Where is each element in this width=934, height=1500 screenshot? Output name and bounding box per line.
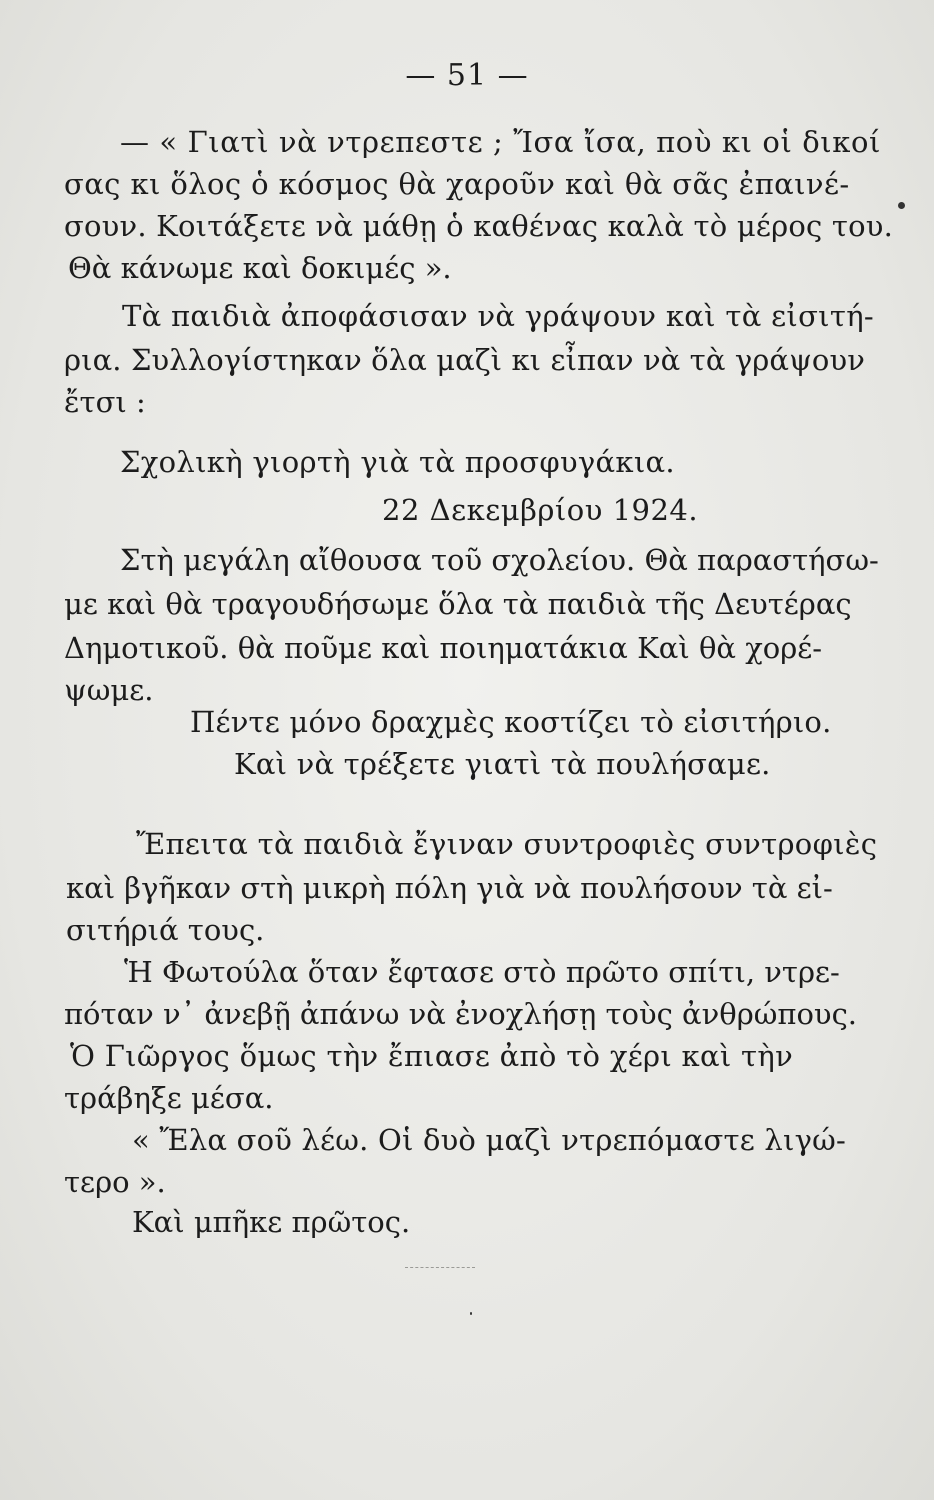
ticket-note: Καὶ νὰ τρέξετε γιατὶ τὰ πουλήσαμε.	[234, 747, 771, 781]
text-line-14: σιτήριά τους.	[66, 913, 265, 947]
text-line-2: σας κι ὅλος ὁ κόσμος θὰ χαροῦν καὶ θὰ σᾶς ἐπαινέ-	[64, 167, 850, 201]
end-divider	[405, 1267, 475, 1268]
print-speck	[898, 202, 905, 209]
text-line-21: Καὶ μπῆκε πρῶτος.	[132, 1205, 411, 1239]
ticket-price: Πέντε μόνο δραχμὲς κοστίζει τὸ εἰσιτήριο.	[190, 705, 832, 739]
text-line-20: τερο ».	[64, 1165, 166, 1199]
text-line-11: ψωμε.	[64, 673, 154, 707]
text-line-13: καὶ βγῆκαν στὴ μικρὴ πόλη γιὰ νὰ πουλήσουν τὰ εἰ-	[66, 871, 833, 905]
ticket-date: 22 Δεκεμβρίου 1924.	[382, 493, 699, 527]
text-line-19: « Ἔλα σοῦ λέω. Οἱ δυὸ μαζὶ ντρεπόμαστε λιγώ-	[132, 1123, 846, 1157]
ticket-title: Σχολικὴ γιορτὴ γιὰ τὰ προσφυγάκια.	[120, 445, 675, 479]
text-line-17: Ὁ Γιῶργος ὅμως τὴν ἔπιασε ἀπὸ τὸ χέρι καὶ τὴν	[70, 1039, 793, 1073]
text-line-16: πόταν ν᾽ ἀνεβῇ ἀπάνω νὰ ἐνοχλήσῃ τοὺς ἀνθρώπους.	[64, 997, 858, 1031]
print-speck	[470, 1312, 472, 1315]
text-line-5: Τὰ παιδιὰ ἀποφάσισαν νὰ γράψουν καὶ τὰ εἰσιτή-	[122, 299, 874, 333]
text-line-4: Θὰ κάνωμε καὶ δοκιμές ».	[68, 251, 452, 285]
text-line-9: με καὶ θὰ τραγουδήσωμε ὅλα τὰ παιδιὰ τῆς Δευτέρας	[64, 587, 852, 621]
text-line-12: Ἔπειτα τὰ παιδιὰ ἔγιναν συντροφιὲς συντροφιὲς	[136, 827, 878, 861]
text-line-3: σουν. Κοιτάξετε νὰ μάθῃ ὁ καθένας καλὰ τὸ μέρος του.	[64, 209, 894, 243]
text-line-15: Ἡ Φωτούλα ὅταν ἔφτασε στὸ πρῶτο σπίτι, ντρε-	[124, 955, 840, 989]
text-line-7: ἔτσι :	[64, 385, 146, 419]
text-line-6: ρια. Συλλογίστηκαν ὅλα μαζὶ κι εἶπαν νὰ τὰ γράψουν	[64, 343, 865, 377]
page-number: — 51 —	[405, 58, 529, 93]
text-line-18: τράβηξε μέσα.	[64, 1081, 274, 1115]
text-line-1: — « Γιατὶ νὰ ντρεπεστε ; Ἴσα ἴσα, ποὺ κι οἱ δικοί	[120, 125, 882, 159]
text-line-10: Δημοτικοῦ. θὰ ποῦμε καὶ ποιηματάκια Καὶ θὰ χορέ-	[64, 631, 823, 665]
text-line-8: Στὴ μεγάλη αἴθουσα τοῦ σχολείου. Θὰ παραστήσω-	[120, 543, 879, 577]
